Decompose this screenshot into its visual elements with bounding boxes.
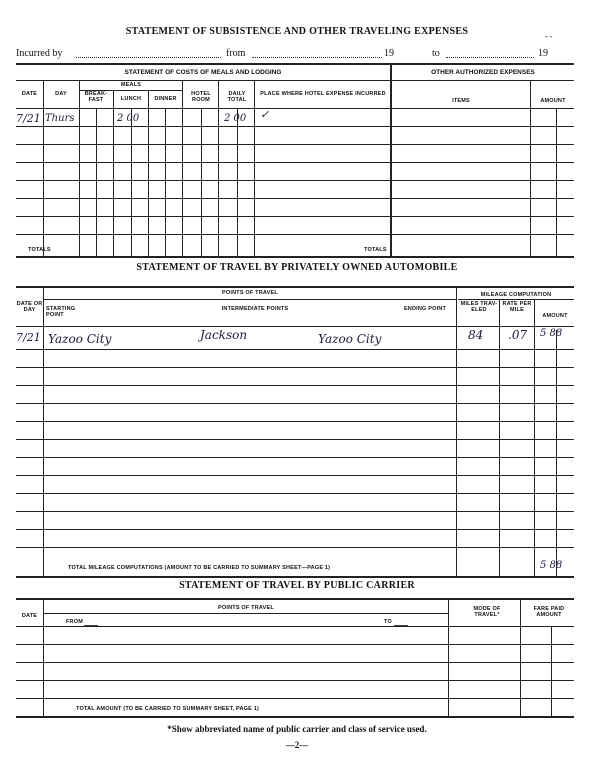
auto-col-starting: STARTING POINT	[46, 306, 76, 318]
totals-right-label: TOTALS	[364, 247, 387, 253]
col-dinner: DINNER	[154, 96, 177, 102]
pc-col-mode: MODE OF TRAVEL*	[473, 606, 501, 618]
pc-col-fare: FARE PAID AMOUNT	[533, 606, 565, 618]
col-date: DATE	[21, 91, 38, 97]
auto-entry-rate: .07	[508, 328, 528, 342]
meal-entry-date: 7/21	[16, 112, 41, 125]
auto-col-ending: ENDING POINT	[403, 306, 447, 312]
col-day: DAY	[55, 91, 67, 97]
pc-col-date: DATE	[21, 613, 38, 619]
pc-from-label: FROM	[66, 619, 83, 625]
auto-col-amount: AMOUNT	[542, 313, 568, 319]
auto-entry-ending: Yazoo City	[318, 332, 382, 346]
from-line	[252, 57, 382, 58]
auto-points-of-travel: POINTS OF TRAVEL	[222, 290, 278, 296]
footnote: *Show abbreviated name of public carrier and class of service used.	[167, 724, 427, 734]
page-number: —2—	[285, 740, 309, 750]
auto-total-label: TOTAL MILEAGE COMPUTATIONS (AMOUNT TO BE CARRIED TO SUMMARY SHEET—PAGE 1)	[68, 565, 331, 571]
auto-mileage-computation: MILEAGE COMPUTATION	[480, 292, 552, 298]
meals-header: MEALS	[120, 82, 142, 88]
col-lunch: LUNCH	[120, 96, 142, 102]
auto-entry-starting: Yazoo City	[48, 332, 112, 346]
to-label: to	[432, 48, 440, 59]
totals-left-label: TOTALS	[28, 247, 51, 253]
col-place: PLACE WHERE HOTEL EXPENSE INCURRED	[260, 91, 386, 97]
auto-entry-amount: 5 88	[540, 328, 563, 339]
col-amount: AMOUNT	[540, 98, 566, 104]
from-label: from	[226, 48, 246, 59]
page-title: STATEMENT OF SUBSISTENCE AND OTHER TRAVELING EXPENSES	[125, 26, 469, 37]
meal-entry-check: ✓	[260, 108, 270, 121]
auto-entry-intermediate: Jackson	[200, 328, 248, 342]
auto-entry-miles: 84	[468, 328, 484, 342]
pc-to-label: TO	[384, 619, 392, 625]
s1-top-border	[16, 63, 574, 65]
corner-mark: - -	[545, 32, 553, 41]
meals-lodging-heading: STATEMENT OF COSTS OF MEALS AND LODGING	[124, 69, 282, 76]
pc-points-of-travel: POINTS OF TRAVEL	[218, 605, 274, 611]
meal-entry-day: Thurs	[45, 113, 75, 124]
to-line	[446, 57, 534, 58]
col-daily-total: DAILY TOTAL	[227, 91, 247, 103]
auto-col-date: DATE OR DAY	[16, 301, 43, 313]
pc-total-label: TOTAL AMOUNT (TO BE CARRIED TO SUMMARY SHEET, PAGE 1)	[76, 706, 260, 712]
meal-entry-lunch: 2 00	[117, 113, 140, 124]
year-label-1: 19	[384, 48, 394, 59]
auto-entry-date: 7/21	[16, 331, 41, 344]
col-hotel-room: HOTEL ROOM	[191, 91, 211, 103]
incurred-by-line	[76, 57, 221, 58]
auto-col-intermediate: INTERMEDIATE POINTS	[221, 306, 289, 312]
auto-col-rate: RATE PER MILE	[502, 301, 532, 313]
col-items: ITEMS	[452, 98, 470, 104]
meal-entry-daily-total: 2 00	[224, 113, 247, 124]
public-carrier-heading: STATEMENT OF TRAVEL BY PUBLIC CARRIER	[179, 580, 415, 591]
s1-divider	[390, 63, 392, 256]
s1-heading-line	[16, 80, 574, 81]
automobile-heading: STATEMENT OF TRAVEL BY PRIVATELY OWNED AUTOMOBILE	[136, 262, 458, 273]
auto-col-miles: MILES TRAV-ELED	[460, 301, 498, 313]
auto-total-value: 5 88	[540, 560, 563, 571]
year-label-2: 19	[538, 48, 548, 59]
col-breakfast: BREAK-FAST	[84, 91, 108, 103]
incurred-by-label: Incurred by	[16, 48, 63, 59]
other-expenses-heading: OTHER AUTHORIZED EXPENSES	[431, 69, 535, 76]
